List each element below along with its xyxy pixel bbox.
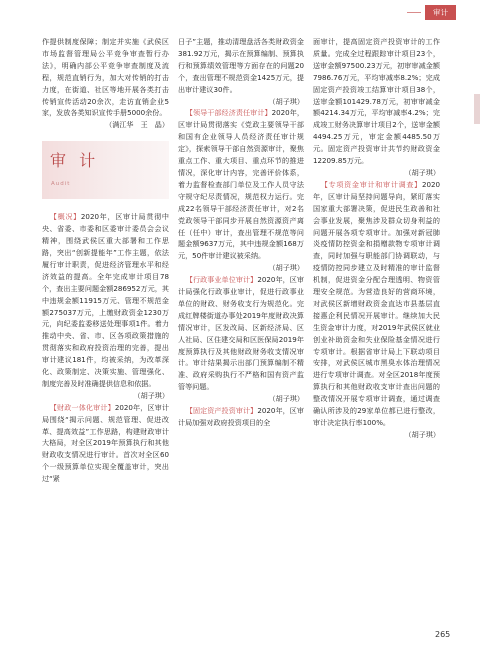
- section-heading: 【概况】: [49, 212, 81, 222]
- paragraph: [178, 107, 304, 262]
- paragraph: [178, 405, 304, 429]
- column-left: [42, 36, 169, 485]
- header-rule: [407, 12, 421, 13]
- paragraph-text: 2020年，区审计局围绕“揭示问题、规范管理、促进改革、提高效益”工作思路，构建财政审计大格局，对全区2019年预算执行和其他财政收支情况进行审计。首次对全区60个一级预算单位实现全覆盖审计，突出过“紧: [42, 402, 170, 484]
- column-right: [313, 36, 440, 441]
- section-header: [407, 4, 480, 20]
- author-signature: （胡子琪）: [268, 96, 304, 106]
- paragraph: 作提供制度保障；制定并实施《武侯区市场监督管理局公平竞争审查暂行办法》，明确内部公平竞争审查制度及流程，规范直销行为，加大对传销的打击力度，在街道、社区等地开展各类打击传销宣传活动20余次，走访直销企业5家，发放各类知识宣传手册5000余份。: [42, 37, 169, 118]
- section-heading: 【行政事业单位审计】: [185, 275, 258, 285]
- paragraph-text: 2020年，区审计局贯彻落实《党政主要领导干部和国有企业领导人员经济责任审计规定》，探索领导干部自然资源审计，聚焦重点工作、重大项目、重点环节的推进情况，深化审计内容，完善评价体系，着力监督检查部门单位及工作人员守法守规守纪尽责情况，规范权力运行。完成22名领导干部经济责任审计，对2名党政领导干部同步开展自然资源资产离任（任中）审计，查出管理不规范等问题金额9637万元，其中违规金额168万元，50件审计建议被采纳。: [178, 108, 304, 261]
- paragraph: 日子”主题，推动清理盘活各类财政资金381.92万元，揭示在预算编制、预算执行和预算绩效管理等方面存在的问题20个，查出管理不规范资金1425万元，提出审计建议30件。: [178, 37, 304, 94]
- author-signature: （胡子琪）: [133, 390, 169, 400]
- section-banner: [42, 141, 169, 199]
- author-signature: （胡子琪）: [404, 429, 440, 439]
- author-signature: （胡子琪）: [404, 167, 440, 177]
- author-signature: （胡子琪）: [268, 263, 304, 273]
- page-edge-mark: [474, 94, 480, 124]
- author-signature: （满江华 王 晶）: [105, 120, 169, 130]
- banner-subtitle: Audit: [51, 181, 71, 188]
- paragraph: [178, 274, 304, 393]
- section-heading: 【财政一体化审计】: [49, 402, 115, 412]
- section-heading: 【专项资金审计和审计调查】: [320, 179, 422, 189]
- paragraph-text: 2020年，区审计局强化行政事业审计，促进行政事业单位的财政、财务收支行为规范化。完成红牌楼街道办事处2019年度财政决算情况审计，区发改局、区新经济局、区人社局、区住建交局和区医保局2019年度预算执行及其他财政财务收支情况审计。审计结果揭示出部门预算编制不精准、政府采购执行不严格和国有资产监管等问题。: [178, 275, 304, 392]
- paragraph: [42, 402, 169, 485]
- paragraph: [313, 179, 440, 429]
- paragraph-text: 2020年，区审计局坚持问题导向，紧盯落实国家重大部署决策，促进民生政善和社会事业发展，聚焦涉及群众切身利益的问题开展各项专项审计。加强对新冠肺炎疫情防控资金和捐赠款物专项审计调查，同时加强与职能部门协调联动，与疫情防控同步建立及时精准的审计监督机制，促进资金分配合理透明、物资管理安全规范。为营造良好的营商环境，对武侯区新增财政资金直达市县基层直接惠企利民情况开展审计。继续加大民生资金审计力度，对2019年武侯区就业创业补助资金和失业保险基金情况进行专项审计。根据省审计局上下联动项目安排，对武侯区城市黑臭水体治理情况进行专项审计调查。对全区2018年度预算执行和其他财政收支审计查出问题的整改情况开展专项审计调查，通过调查确认所涉及的29家单位都已进行整改，审计决定执行率100%。: [313, 179, 440, 427]
- section-heading: 【固定资产投资审计】: [185, 406, 258, 416]
- section-heading: 【领导干部经济责任审计】: [185, 108, 272, 118]
- page-number: 265: [435, 630, 451, 639]
- paragraph: 面审计，提高固定资产投资审计的工作质量。完成全过程跟踪审计项目23个，送审金额97500.23万元，初审审减金额7986.76万元，平均审减率8.2%；完成固定资产投资竣工结算审计项目38个，送审金额101429.78万元，初审审减金额4214.34万元，平均审减率4.2%；完成竣工财务决算审计项目2个，送审金额4494.25万元，审定金额4485.50万元。固定资产投资审计共节约财政资金12209.85万元。: [313, 37, 440, 166]
- paragraph-text: 2020年，区审计局贯彻中央、省委、市委和区委审计委员会会议精神，围绕武侯区重大部署和工作思路，突出“创新提能年”工作主题，依法履行审计职责，促进经济管理水平和经济效益的提高。全年完成审计项目78个，查出主要问题金额286952万元，其中违规金额11915万元、管理不规范金额275037万元，上缴财政资金1230万元，向纪委监委移送处理事项1件。着力推动中央、省、市、区各项政策措施的贯彻落实和政府投资治理的完善，提出审计建议181件，均被采纳，为改革深化、政策制定、决策实施、管理强化、制度完善及时准确提供信息和依据。: [42, 212, 169, 388]
- section-label: 审计: [425, 5, 456, 20]
- paragraph-text: 2020年，区审计局加强对政府投资项目的全: [178, 406, 304, 427]
- author-signature: （胡子琪）: [268, 394, 304, 404]
- column-middle: [178, 36, 304, 429]
- paragraph: [42, 211, 169, 390]
- banner-title: 审 计: [50, 151, 100, 171]
